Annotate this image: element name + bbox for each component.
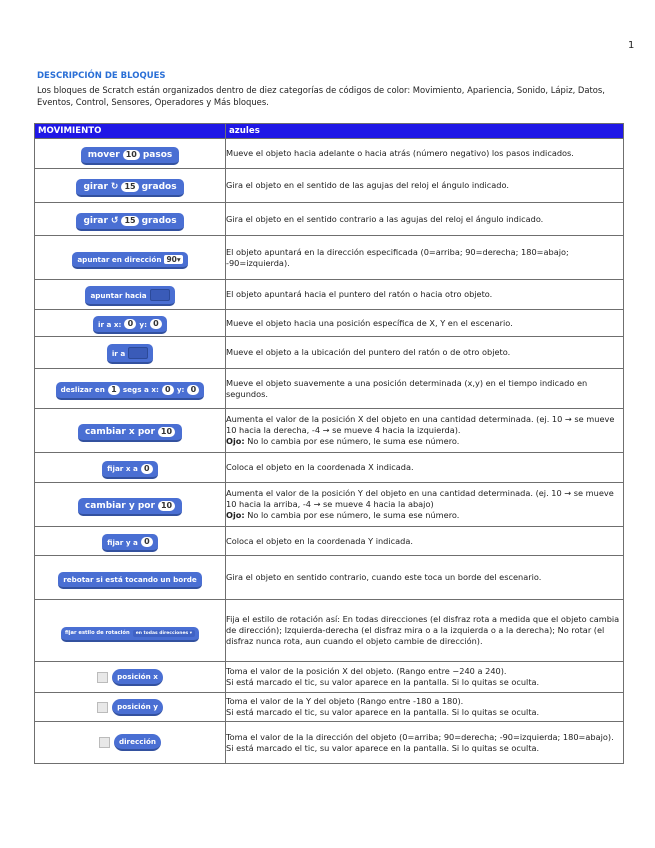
block-cell	[35, 310, 226, 337]
block-label: y:	[176, 385, 185, 395]
block-label: segs a x:	[122, 385, 159, 395]
block-label: ir a	[111, 348, 126, 358]
y-position-reporter[interactable]: posición y	[112, 699, 163, 716]
reporter-row	[97, 669, 163, 686]
rotate-clockwise-icon: ↻	[110, 182, 119, 192]
description-text: Toma el valor de la Y del objeto (Rango entre -180 a 180).	[226, 696, 464, 706]
block-cell	[35, 600, 226, 662]
degrees-input[interactable]: 15	[121, 182, 138, 192]
point-in-direction-block[interactable]	[72, 252, 187, 269]
rotate-counterclockwise-icon: ↺	[110, 215, 119, 226]
set-x-block[interactable]	[102, 461, 158, 479]
page-number: 1	[628, 40, 635, 51]
note-label: Ojo:	[226, 436, 245, 446]
block-cell	[35, 662, 226, 693]
block-label: ir a x:	[98, 319, 122, 329]
table-row	[35, 409, 624, 453]
turn-counterclockwise-block[interactable]	[76, 213, 183, 231]
block-label: fijar y a	[107, 537, 138, 547]
block-label: deslizar en	[60, 385, 105, 395]
change-y-block[interactable]	[78, 498, 182, 516]
point-towards-block[interactable]	[85, 286, 174, 306]
direction-dropdown[interactable]: 90▾	[166, 254, 181, 264]
table-row	[35, 369, 624, 409]
block-cell	[35, 169, 226, 203]
description-cell: Gira el objeto en el sentido contrario a las agujas del reloj el ángulo indicado.	[226, 203, 624, 236]
block-cell	[35, 337, 226, 369]
block-label: grados	[141, 215, 177, 226]
table-row	[35, 139, 624, 169]
set-rotation-style-block[interactable]	[61, 627, 199, 642]
show-value-checkbox[interactable]	[99, 737, 110, 748]
note-text: No lo cambia por ese número, le suma ese número.	[244, 510, 460, 520]
target-dropdown[interactable]	[150, 289, 170, 301]
block-label: y:	[139, 319, 147, 329]
move-steps-block[interactable]	[81, 147, 180, 165]
block-cell	[35, 693, 226, 722]
block-label: cambiar y por	[84, 501, 155, 511]
description-cell: El objeto apuntará en la dirección especificada (0=arriba; 90=derecha; 180=abajo; -90=izquierda).	[226, 236, 624, 280]
block-label: fijar x a	[107, 464, 138, 474]
header-color: azules	[226, 124, 624, 139]
table-row	[35, 693, 624, 722]
table-row	[35, 310, 624, 337]
table-header	[35, 124, 624, 139]
block-cell	[35, 483, 226, 527]
block-cell	[35, 139, 226, 169]
block-label: cambiar x por	[84, 427, 155, 437]
set-y-block[interactable]	[102, 534, 158, 552]
section-title: DESCRIPCIÓN DE BLOQUES	[37, 71, 166, 81]
seconds-input[interactable]: 1	[108, 385, 120, 395]
direction-reporter[interactable]: dirección	[114, 734, 161, 751]
block-cell	[35, 203, 226, 236]
description-cell: Coloca el objeto en la coordenada X indicada.	[226, 453, 624, 483]
x-input[interactable]: 0	[162, 385, 174, 395]
table-row	[35, 662, 624, 693]
table-row	[35, 600, 624, 662]
table-row	[35, 556, 624, 600]
block-label: rebotar si está tocando un borde	[63, 574, 197, 584]
table-row	[35, 453, 624, 483]
x-input[interactable]: 0	[124, 319, 136, 329]
description-cell	[226, 722, 624, 764]
description-text: Aumenta el valor de la posición Y del objeto en una cantidad determinada. (ej. 10 → se mueve 10 hacia la arriba, -4 → se mueve 4 hacia la abajo)	[226, 488, 614, 509]
table-row	[35, 203, 624, 236]
block-label: girar	[83, 215, 108, 226]
table-row	[35, 722, 624, 764]
y-input[interactable]: 0	[150, 319, 162, 329]
table-row	[35, 169, 624, 203]
description-cell: Coloca el objeto en la coordenada Y indicada.	[226, 527, 624, 556]
show-value-checkbox[interactable]	[97, 702, 108, 713]
block-cell	[35, 280, 226, 310]
description-cell	[226, 409, 624, 453]
block-label: grados	[141, 182, 177, 192]
description-cell: Mueve el objeto suavemente a una posición determinada (x,y) en el tiempo indicado en segundos.	[226, 369, 624, 409]
description-cell	[226, 693, 624, 722]
description-note: Si está marcado el tic, su valor aparece en la pantalla. Si lo quitas se oculta.	[226, 677, 540, 687]
block-cell	[35, 236, 226, 280]
block-cell	[35, 409, 226, 453]
table-row	[35, 236, 624, 280]
description-note: Si está marcado el tic, su valor aparece en la pantalla. Si lo quitas se oculta.	[226, 707, 540, 717]
description-cell: Mueve el objeto hacia adelante o hacia atrás (número negativo) los pasos indicados.	[226, 139, 624, 169]
table-row	[35, 337, 624, 369]
x-position-reporter[interactable]: posición x	[112, 669, 163, 686]
block-label: apuntar en dirección	[77, 254, 162, 264]
y-input[interactable]: 0	[187, 385, 199, 395]
glide-block[interactable]	[56, 382, 205, 400]
reporter-row	[99, 734, 161, 751]
blocks-table	[34, 123, 624, 764]
block-cell	[35, 722, 226, 764]
description-cell	[226, 483, 624, 527]
description-cell: Gira el objeto en sentido contrario, cuando este toca un borde del escenario.	[226, 556, 624, 600]
target-dropdown[interactable]	[128, 347, 148, 359]
show-value-checkbox[interactable]	[97, 672, 108, 683]
description-cell: Fija el estilo de rotación así: En todas direcciones (el disfraz rota a medida que el objeto cambia de dirección); Izquierda-derecha (el disfraz mira o a la izquierda o a la derecha); No rotar (el disfraz nunca rota, aun cuando el objeto cambie de dirección).	[226, 600, 624, 662]
description-text: Toma el valor de la la dirección del objeto (0=arriba; 90=derecha; -90=izquierda; 180=abajo).	[226, 731, 614, 742]
y-input[interactable]: 0	[141, 537, 153, 547]
block-label: mover	[87, 150, 120, 160]
steps-input[interactable]: 10	[123, 150, 140, 160]
y-change-input[interactable]: 10	[158, 501, 175, 511]
go-to-xy-block[interactable]	[93, 316, 167, 334]
block-cell	[35, 369, 226, 409]
degrees-input[interactable]: 15	[121, 216, 138, 226]
block-label: girar	[83, 182, 108, 192]
block-cell	[35, 453, 226, 483]
note-text: No lo cambia por ese número, le suma ese número.	[244, 436, 460, 446]
note-label: Ojo:	[226, 510, 245, 520]
description-cell: Mueve el objeto a la ubicación del puntero del ratón o de otro objeto.	[226, 337, 624, 369]
bounce-on-edge-block[interactable]	[58, 572, 202, 589]
table-row	[35, 280, 624, 310]
block-cell	[35, 556, 226, 600]
x-change-input[interactable]: 10	[158, 427, 175, 437]
block-label: apuntar hacia	[90, 290, 147, 300]
description-cell	[226, 662, 624, 693]
description-cell: El objeto apuntará hacia el puntero del ratón o hacia otro objeto.	[226, 280, 624, 310]
go-to-block[interactable]	[107, 344, 153, 364]
x-input[interactable]: 0	[141, 464, 153, 474]
table-row	[35, 527, 624, 556]
block-label: fijar estilo de rotación	[64, 630, 130, 637]
description-text: Toma el valor de la posición X del objeto. (Rango entre −240 a 240).	[226, 666, 507, 676]
reporter-row	[97, 699, 163, 716]
description-cell: Gira el objeto en el sentido de las agujas del reloj el ángulo indicado.	[226, 169, 624, 203]
description-cell: Mueve el objeto hacia una posición específica de X, Y en el escenario.	[226, 310, 624, 337]
rotation-style-dropdown[interactable]: en todas direcciones ▾	[133, 630, 195, 637]
block-cell	[35, 527, 226, 556]
intro-paragraph: Los bloques de Scratch están organizados dentro de diez categorías de códigos de color: Movimiento, Apariencia, Sonido, Lápiz, Datos, Eventos, Control, Sensores, Operadores y Más bloques.	[37, 85, 605, 107]
description-note: Si está marcado el tic, su valor aparece en la pantalla. Si lo quitas se oculta.	[226, 742, 540, 753]
change-x-block[interactable]	[78, 424, 182, 442]
table-row	[35, 483, 624, 527]
description-text: Aumenta el valor de la posición X del objeto en una cantidad determinada. (ej. 10 → se mueve 10 hacia la derecha, -4 → se mueve 4 hacia la izquierda).	[226, 414, 615, 435]
header-category: MOVIMIENTO	[35, 124, 226, 139]
block-label: pasos	[142, 150, 173, 160]
turn-clockwise-block[interactable]	[76, 179, 183, 197]
